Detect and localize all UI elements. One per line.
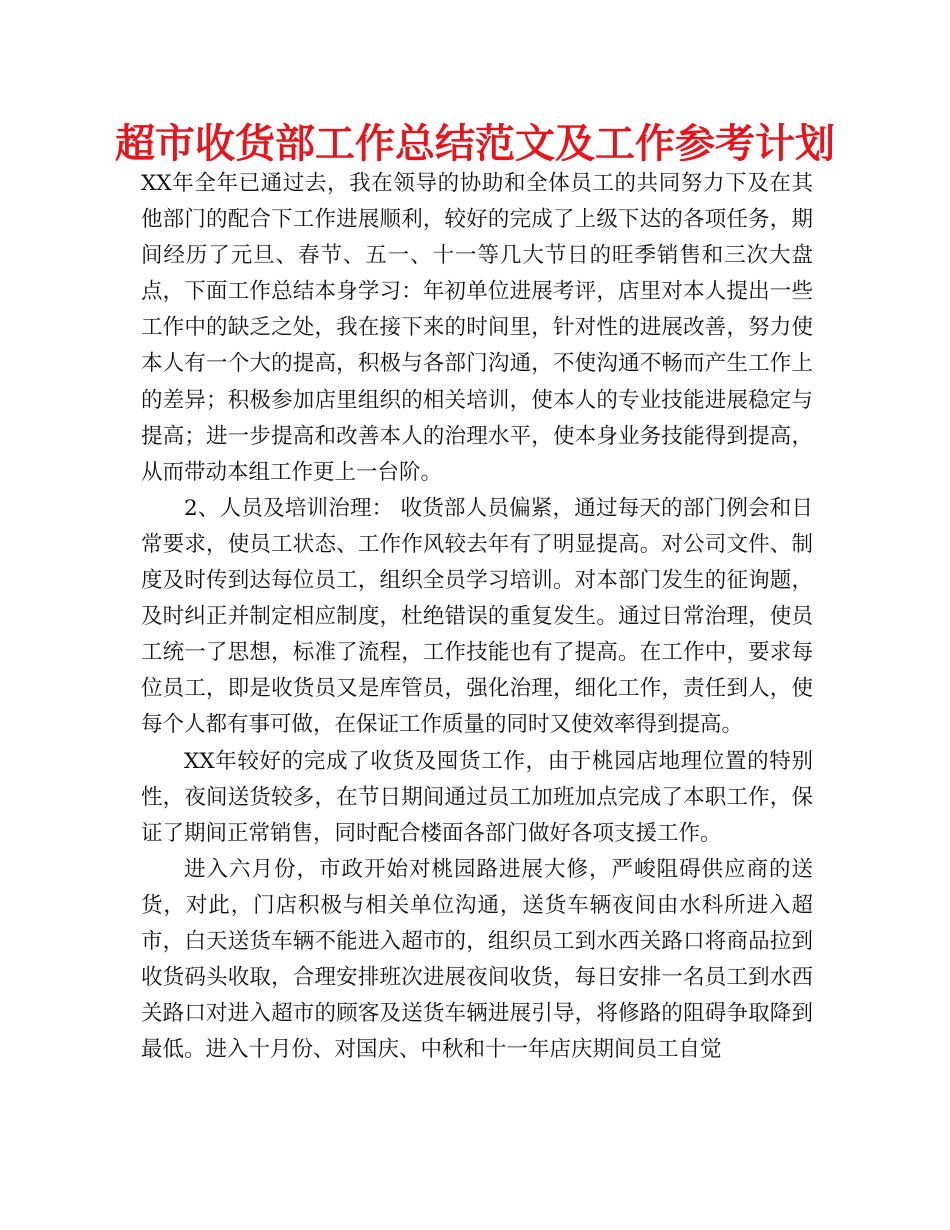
paragraph-1: XX年全年已通过去，我在领导的协助和全体员工的共同努力下及在其他部门的配合下工作进展顺利，较好的完成了上级下达的各项任务，期间经历了元旦、春节、五一、十一等几大节日的旺季销售和三次大盘点，下面工作总结本身学习：年初单位进展考评，店里对本人提出一些工作中的缺乏之处，我在接下来的时间里，针对性的进展改善，努力使本人有一个大的提高，积极与各部门沟通，不使沟通不畅而产生工作上的差异；积极参加店里组织的相关培训，使本人的专业技能进展稳定与提高；进一步提高和改善本人的治理水平，使本身业务技能得到提高，从而带动本组工作更上一台阶。 [141,171,813,485]
document-body [141,166,813,1068]
paragraph-3: XX年较好的完成了收货及囤货工作，由于桃园店地理位置的特别性，夜间送货较多，在节日期间通过员工加班加点完成了本职工作，保证了期间正常销售，同时配合楼面各部门做好各项支援工作。 [141,748,813,846]
document-title: 超市收货部工作总结范文及工作参考计划 [115,121,835,167]
paragraph-2: 2、人员及培训治理： 收货部人员偏紧，通过每天的部门例会和日常要求，使员工状态、工作作风较去年有了明显提高。对公司文件、制度及时传到达每位员工，组织全员学习培训。对本部门发生的征询题，及时纠正并制定相应制度，杜绝错误的重复发生。通过日常治理，使员工统一了思想，标准了流程，工作技能也有了提高。在工作中，要求每位员工，即是收货员又是库管员，强化治理，细化工作，责任到人，使每个人都有事可做，在保证工作质量的同时又使效率得到提高。 [141,495,813,738]
paragraph-4: 进入六月份，市政开始对桃园路进展大修，严峻阻碍供应商的送货，对此，门店积极与相关单位沟通，送货车辆夜间由水科所进入超市，白天送货车辆不能进入超市的，组织员工到水西关路口将商品拉到收货码头收取，合理安排班次进展夜间收货，每日安排一名员工到水西关路口对进入超市的顾客及送货车辆进展引导，将修路的阻碍争取降到最低。进入十月份、对国庆、中秋和十一年店庆期间员工自觉 [141,856,813,1063]
